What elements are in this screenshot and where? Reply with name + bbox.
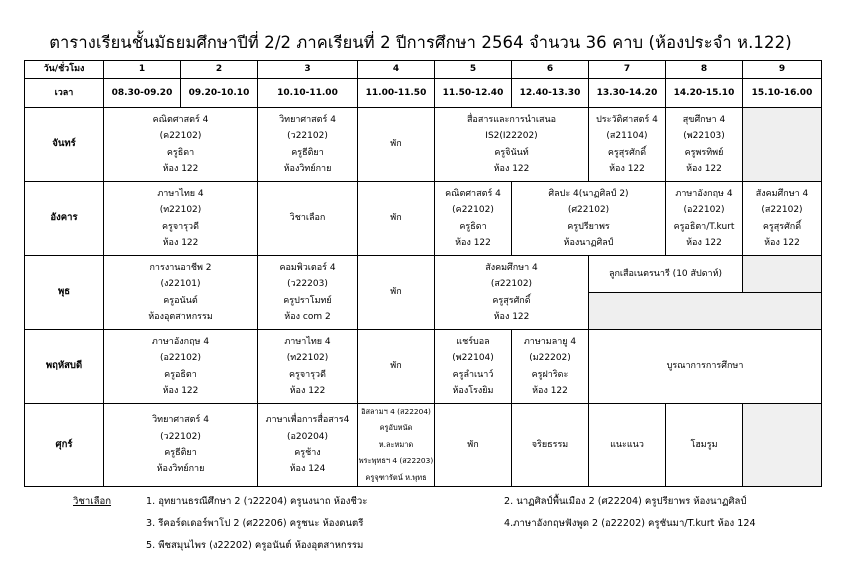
period-number: 5 <box>435 61 512 79</box>
class-cell: แชร์บอล (พ22104) ครูลำเนาว์ ห้องโรงยิม <box>435 330 512 404</box>
page-title: ตารางเรียนชั้นมัธยมศึกษาปีที่ 2/2 ภาคเรียนที่ 2 ปีการศึกษา 2564 จำนวน 36 คาบ (ห้องประจำ ห.122) <box>49 33 792 52</box>
tuesday-row <box>25 182 822 256</box>
day-period-label: วัน/ชั่วโมง <box>25 61 104 79</box>
class-cell: ภาษาอังกฤษ 4 (อ22102) ครูอธิตา ห้อง 122 <box>104 330 258 404</box>
class-cell: คอมพิวเตอร์ 4 (ว22203) ครูปราโมทย์ ห้อง com 2 <box>258 256 358 330</box>
period-number: 6 <box>512 61 589 79</box>
class-cell: ภาษามลายู 4 (ม22202) ครูฝาริดะ ห้อง 122 <box>512 330 589 404</box>
ethics-cell: จริยธรรม <box>512 404 589 487</box>
class-cell: ศิลปะ 4(นาฏศิลป์ 2) (ศ22102) ครูปรียาพร ห้องนาฏศิลป์ <box>512 182 666 256</box>
class-cell: สุขศึกษา 4 (พ22103) ครูพรทิพย์ ห้อง 122 <box>666 108 743 182</box>
period-time: 08.30-09.20 <box>104 79 181 108</box>
elective-item: 5. พืชสมุนไพร (ง22202) ครูอนันต์ ห้องอุตสาหกรรม <box>146 540 364 551</box>
class-cell: สื่อสารและการนำเสนอ IS2(I22202) ครูจินันท์ ห้อง 122 <box>435 108 589 182</box>
empty-cell <box>743 256 822 293</box>
period-number: 8 <box>666 61 743 79</box>
class-cell: ภาษาอังกฤษ 4 (อ22102) ครูอธิตา/T.kurt ห้อง 122 <box>666 182 743 256</box>
class-cell: สังคมศึกษา 4 (ส22102) ครูสุรศักดิ์ ห้อง 122 <box>743 182 822 256</box>
class-cell: ภาษาไทย 4 (ท22102) ครูจารุวดี ห้อง 122 <box>258 330 358 404</box>
period-time: 10.10-11.00 <box>258 79 358 108</box>
period-number: 4 <box>358 61 435 79</box>
class-cell: คณิตศาสตร์ 4 (ค22102) ครูธิดา ห้อง 122 <box>104 108 258 182</box>
elective-slot: วิชาเลือก <box>258 182 358 256</box>
lunch-break-cell: พัก <box>358 182 435 256</box>
day-label-wednesday: พุธ <box>25 256 104 330</box>
period-time: 11.50-12.40 <box>435 79 512 108</box>
time-label: เวลา <box>25 79 104 108</box>
period-number: 3 <box>258 61 358 79</box>
class-cell: วิทยาศาสตร์ 4 (ว22102) ครูธีติยา ห้องวิทย์กาย <box>104 404 258 487</box>
empty-cell <box>743 108 822 182</box>
scout-activity-cell: ลูกเสือเนตรนารี (10 สัปดาห์) <box>589 256 743 293</box>
day-label-thursday: พฤหัสบดี <box>25 330 104 404</box>
guidance-cell: แนะแนว <box>589 404 666 487</box>
religion-class-cell: อิสลามฯ 4 (ส22204) ครูอับหนัด ห.ละหมาด พระพุทธฯ 4 (ส22203) ครูจุฑารัตน์ ห.พุทธ <box>358 404 435 487</box>
elective-item: 4.ภาษาอังกฤษฟังพูด 2 (อ22202) ครูชันมา/T.kurt ห้อง 124 <box>504 518 756 529</box>
period-time: 12.40-13.30 <box>512 79 589 108</box>
homeroom-cell: โฮมรูม <box>666 404 743 487</box>
day-label-friday: ศุกร์ <box>25 404 104 487</box>
class-cell: การงานอาชีพ 2 (ง22101) ครูอนันต์ ห้องอุตสาหกรรม <box>104 256 258 330</box>
period-time: 13.30-14.20 <box>589 79 666 108</box>
period-number: 9 <box>743 61 822 79</box>
period-time: 14.20-15.10 <box>666 79 743 108</box>
elective-item: 2. นาฏศิลป์พื้นเมือง 2 (ศ22204) ครูปรียาพร ห้องนาฏศิลป์ <box>504 496 747 507</box>
period-header-row <box>25 61 822 79</box>
class-cell: วิทยาศาสตร์ 4 (ว22102) ครูธีติยา ห้องวิทย์กาย <box>258 108 358 182</box>
lunch-break-cell: พัก <box>435 404 512 487</box>
day-label-monday: จันทร์ <box>25 108 104 182</box>
lunch-break-cell: พัก <box>358 256 435 330</box>
empty-cell <box>589 293 822 330</box>
period-number: 7 <box>589 61 666 79</box>
timetable <box>24 60 822 487</box>
monday-row <box>25 108 822 182</box>
wednesday-row <box>25 256 822 293</box>
class-cell: ภาษาเพื่อการสื่อสาร4 (อ20204) ครูช้าง ห้อง 124 <box>258 404 358 487</box>
friday-row <box>25 404 822 487</box>
lunch-break-cell: พัก <box>358 330 435 404</box>
elective-item: 3. รีคอร์ดเดอร์พาโป 2 (ศ22206) ครูชนะ ห้องดนตรี <box>146 518 364 529</box>
class-cell: สังคมศึกษา 4 (ส22102) ครูสุรศักดิ์ ห้อง 122 <box>435 256 589 330</box>
period-number: 1 <box>104 61 181 79</box>
day-label-tuesday: อังคาร <box>25 182 104 256</box>
class-cell: ประวัติศาสตร์ 4 (ส21104) ครูสุรศักดิ์ ห้อง 122 <box>589 108 666 182</box>
integrated-study-cell: บูรณาการการศึกษา <box>589 330 822 404</box>
electives-label: วิชาเลือก <box>73 496 112 507</box>
time-header-row <box>25 79 822 108</box>
class-cell: คณิตศาสตร์ 4 (ค22102) ครูธิดา ห้อง 122 <box>435 182 512 256</box>
period-time: 09.20-10.10 <box>181 79 258 108</box>
period-time: 11.00-11.50 <box>358 79 435 108</box>
elective-item: 1. อุทยานธรณีศึกษา 2 (ว22204) ครูนงนาถ ห้องชีวะ <box>146 496 368 507</box>
empty-cell <box>743 404 822 487</box>
period-number: 2 <box>181 61 258 79</box>
period-time: 15.10-16.00 <box>743 79 822 108</box>
thursday-row <box>25 330 822 404</box>
class-cell: ภาษาไทย 4 (ท22102) ครูจารุวดี ห้อง 122 <box>104 182 258 256</box>
lunch-break-cell: พัก <box>358 108 435 182</box>
